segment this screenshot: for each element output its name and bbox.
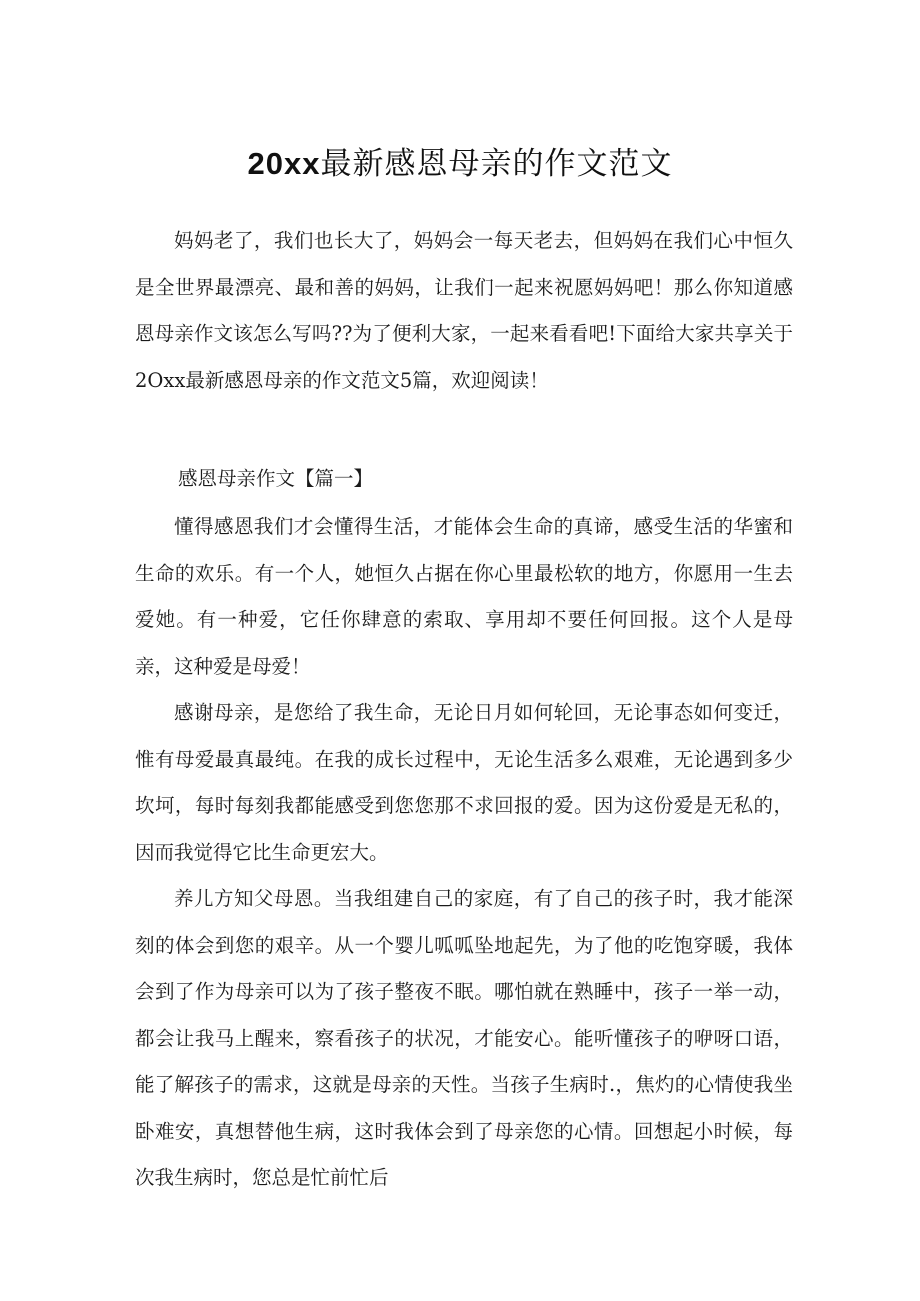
section-paragraph-2: 感谢母亲，是您给了我生命，无论日月如何轮回，无论事态如何变迁，惟有母爱最真最纯。在我的成长过程中，无论生活多么艰难，无论遇到多少坎坷，每时每刻我都能感受到您您那不求回报的爱。因为这份爱是无私的，因而我觉得它比生命更宏大。 <box>135 701 793 864</box>
section-paragraph-1: 懂得感恩我们才会懂得生活，才能体会生命的真谛，感受生活的华蜜和生命的欢乐。有一个人，她恒久占据在你心里最松软的地方，你愿用一生去爱她。有一种爱，它任你肆意的索取、享用却不要任何回报。这个人是母亲，这种爱是母爱！ <box>135 515 793 678</box>
section-body <box>135 504 793 1202</box>
intro-section <box>135 218 793 404</box>
intro-paragraph: 妈妈老了，我们也长大了，妈妈会一每天老去，但妈妈在我们心中恒久是全世界最漂亮、最和善的妈妈，让我们一起来祝愿妈妈吧！那么你知道感恩母亲作文该怎么写吗??为了便利大家，一起来看看吧!下面给大家共享关于2Oxx最新感恩母亲的作文范文5篇，欢迎阅读！ <box>135 229 793 392</box>
section-paragraph-3: 养儿方知父母恩。当我组建自己的家庭，有了自己的孩子时，我才能深刻的体会到您的艰辛。从一个婴儿呱呱坠地起先，为了他的吃饱穿暖，我体会到了作为母亲可以为了孩子整夜不眠。哪怕就在熟睡中，孩子一举一动，都会让我马上醒来，察看孩子的状况，才能安心。能听懂孩子的咿呀口语，能了解孩子的需求，这就是母亲的天性。当孩子生病时.，焦灼的心情使我坐卧难安，真想替他生病，这时我体会到了母亲您的心情。回想起小时候，每次我生病时，您总是忙前忙后 <box>135 887 793 1189</box>
document-title-year: 20xx <box>247 146 321 181</box>
document-title <box>0 140 920 188</box>
document-title-text: 最新感恩母亲的作文范文 <box>320 146 673 182</box>
section-heading: 感恩母亲作文【篇一】 <box>178 467 374 490</box>
